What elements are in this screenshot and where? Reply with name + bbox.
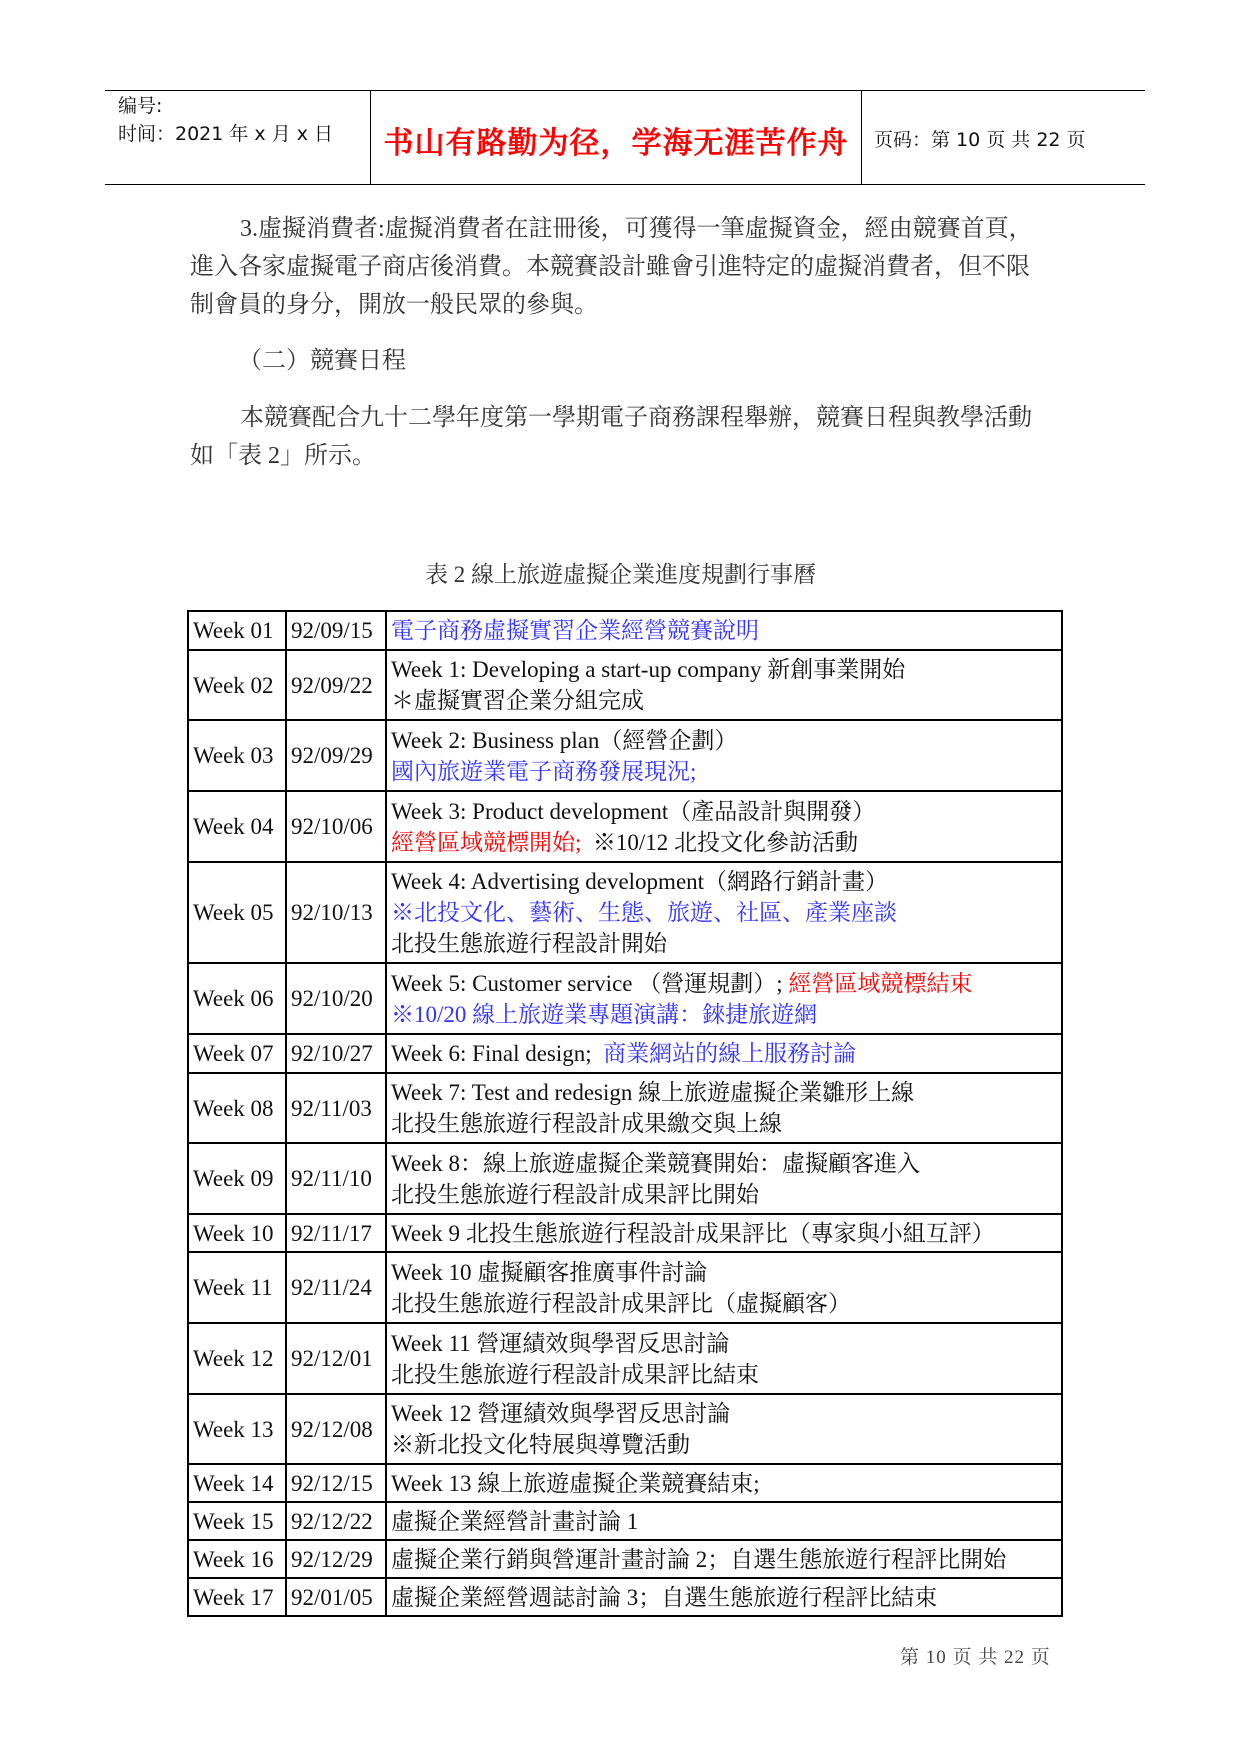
- date-cell: 92/11/24: [286, 1252, 386, 1323]
- table-row: [188, 611, 1062, 650]
- activity-text: Week 11 營運績效與學習反思討論: [391, 1330, 730, 1356]
- week-cell: Week 13: [188, 1394, 286, 1464]
- table-caption: 表 2 線上旅遊虛擬企業進度規劃行事曆: [425, 562, 816, 587]
- activity-cell: [386, 1252, 1062, 1323]
- activity-line: [391, 999, 1057, 1030]
- activity-line: [391, 1429, 1057, 1460]
- date-cell: 92/12/22: [286, 1502, 386, 1540]
- activity-text: 虛擬企業經營計畫討論 1: [391, 1508, 639, 1534]
- header-bottom-rule: [105, 184, 1145, 185]
- paragraph-line: 本競賽配合九十二學年度第一學期電子商務課程舉辦，競賽日程與教學活動: [240, 405, 1032, 431]
- date-cell: 92/10/27: [286, 1034, 386, 1073]
- date-cell: 92/11/17: [286, 1214, 386, 1252]
- week-cell: Week 16: [188, 1540, 286, 1578]
- date-cell: 92/12/15: [286, 1464, 386, 1502]
- activity-cell: [386, 1034, 1062, 1073]
- activity-line: [391, 1179, 1057, 1210]
- activity-text: Week 9 北投生態旅遊行程設計成果評比（專家與小組互評）: [391, 1220, 995, 1246]
- activity-text: ※10/12 北投文化參訪活動: [581, 829, 859, 855]
- activity-line: [391, 928, 1057, 959]
- activity-line: [391, 1328, 1057, 1359]
- date-cell: 92/01/05: [286, 1578, 386, 1616]
- paragraph-schedule-intro: [190, 399, 1070, 475]
- activity-text: 國內旅遊業電子商務發展現況;: [391, 758, 697, 784]
- activity-line: [391, 654, 1057, 685]
- paragraph-line: 進入各家虛擬電子商店後消費。本競賽設計雖會引進特定的虛擬消費者，但不限: [190, 254, 1030, 280]
- activity-text: 商業網站的線上服務討論: [591, 1041, 857, 1066]
- activity-cell: [386, 791, 1062, 862]
- activity-text: ※新北投文化特展與導覽活動: [391, 1432, 690, 1457]
- activity-cell: [386, 1073, 1062, 1143]
- table-row: [188, 650, 1062, 720]
- activity-line: [391, 1582, 1057, 1613]
- activity-text: Week 6: Final design;: [391, 1041, 592, 1066]
- week-cell: Week 07: [188, 1034, 286, 1073]
- activity-cell: [386, 1464, 1062, 1502]
- activity-line: [391, 1038, 1057, 1069]
- table-row: [188, 1323, 1062, 1394]
- footer-page-number: 第 10 页 共 22 页: [900, 1647, 1051, 1668]
- table-row: [188, 1578, 1062, 1616]
- activity-text: ※北投文化、藝術、生態、旅遊、社區、產業座談: [391, 900, 897, 925]
- activity-cell: [386, 1540, 1062, 1578]
- activity-line: [391, 685, 1057, 716]
- paragraph-line: 制會員的身分，開放一般民眾的參與。: [190, 292, 598, 318]
- table-row: [188, 1502, 1062, 1540]
- activity-text: Week 12 營運績效與學習反思討論: [391, 1401, 731, 1426]
- activity-cell: [386, 1394, 1062, 1464]
- date-cell: 92/12/29: [286, 1540, 386, 1578]
- activity-line: [391, 1398, 1057, 1429]
- activity-cell: [386, 1214, 1062, 1252]
- activity-line: [391, 1506, 1057, 1537]
- table-row: [188, 1214, 1062, 1252]
- activity-text: Week 5: Customer service （營運規劃）;: [391, 970, 783, 996]
- header-meta: [118, 92, 333, 148]
- date-cell: 92/11/10: [286, 1143, 386, 1214]
- date-cell: 92/10/13: [286, 862, 386, 963]
- activity-cell: [386, 611, 1062, 650]
- table-row: [188, 791, 1062, 862]
- header-divider-2: [861, 90, 862, 184]
- activity-cell: [386, 963, 1062, 1034]
- activity-line: [391, 1077, 1057, 1108]
- section-heading: （二）競賽日程: [238, 348, 406, 374]
- table-row: [188, 1394, 1062, 1464]
- activity-line: [391, 1148, 1057, 1179]
- activity-line: [391, 1108, 1057, 1139]
- paragraph-line: 如「表 2」所示。: [190, 443, 376, 469]
- activity-cell: [386, 1502, 1062, 1540]
- week-cell: Week 09: [188, 1143, 286, 1214]
- date-cell: 92/11/03: [286, 1073, 386, 1143]
- activity-text: 北投生態旅遊行程設計成果繳交與上線: [391, 1111, 782, 1136]
- activity-line: [391, 756, 1057, 787]
- header-divider-1: [370, 90, 371, 184]
- activity-line: [391, 725, 1057, 756]
- activity-text: 經營區域競標結束: [782, 970, 973, 996]
- activity-cell: [386, 1143, 1062, 1214]
- activity-text: Week 13 線上旅遊虛擬企業競賽結束;: [391, 1470, 760, 1496]
- week-cell: Week 12: [188, 1323, 286, 1394]
- paragraph-line: 3.虛擬消費者:虛擬消費者在註冊後，可獲得一筆虛擬資金，經由競賽首頁，: [240, 216, 1033, 242]
- activity-line: [391, 796, 1057, 827]
- table-row: [188, 862, 1062, 963]
- table-row: [188, 963, 1062, 1034]
- table-row: [188, 1034, 1062, 1073]
- week-cell: Week 02: [188, 650, 286, 720]
- activity-text: 虛擬企業行銷與營運計畫討論 2；自選生態旅遊行程評比開始: [391, 1546, 1007, 1572]
- date-cell: 92/09/15: [286, 611, 386, 650]
- week-cell: Week 08: [188, 1073, 286, 1143]
- activity-line: [391, 1468, 1057, 1499]
- activity-line: [391, 1218, 1057, 1249]
- activity-text: 經營區域競標開始;: [391, 829, 582, 855]
- week-cell: Week 01: [188, 611, 286, 650]
- activity-cell: [386, 1578, 1062, 1616]
- activity-line: [391, 827, 1057, 858]
- date-cell: 92/09/22: [286, 650, 386, 720]
- activity-line: [391, 615, 1057, 646]
- activity-text: ※10/20 線上旅遊業專題演講：錸捷旅遊網: [391, 1001, 818, 1027]
- activity-text: Week 10 虛擬顧客推廣事件討論: [391, 1259, 708, 1285]
- activity-text: Week 2: Business plan（經營企劃）: [391, 727, 738, 753]
- table-row: [188, 720, 1062, 791]
- date-cell: 92/12/08: [286, 1394, 386, 1464]
- week-cell: Week 05: [188, 862, 286, 963]
- header-page-number: 页码：第 10 页 共 22 页: [874, 129, 1086, 151]
- header-number: 编号:: [118, 95, 163, 117]
- header-top-rule: [105, 90, 1145, 91]
- activity-line: [391, 866, 1057, 897]
- activity-text: Week 7: Test and redesign 線上旅遊虛擬企業雛形上線: [391, 1080, 915, 1105]
- week-cell: Week 03: [188, 720, 286, 791]
- header-date: 时间：2021 年 x 月 x 日: [118, 123, 334, 145]
- activity-text: ＊虛擬實習企業分組完成: [391, 688, 644, 713]
- activity-text: 虛擬企業經營週誌討論 3；自選生態旅遊行程評比結束: [391, 1584, 938, 1610]
- week-cell: Week 15: [188, 1502, 286, 1540]
- activity-text: 北投生態旅遊行程設計成果評比（虛擬顧客）: [391, 1290, 851, 1316]
- table-row: [188, 1540, 1062, 1578]
- activity-text: Week 1: Developing a start-up company 新創事業開始: [391, 657, 906, 682]
- activity-text: 北投生態旅遊行程設計開始: [391, 931, 667, 956]
- table-row: [188, 1252, 1062, 1323]
- activity-line: [391, 1257, 1057, 1288]
- schedule-table: [187, 610, 1063, 1617]
- date-cell: 92/10/20: [286, 963, 386, 1034]
- activity-line: [391, 897, 1057, 928]
- activity-line: [391, 968, 1057, 999]
- date-cell: 92/10/06: [286, 791, 386, 862]
- activity-text: 北投生態旅遊行程設計成果評比結束: [391, 1361, 759, 1387]
- activity-text: Week 8：線上旅遊虛擬企業競賽開始：虛擬顧客進入: [391, 1150, 921, 1176]
- activity-text: 北投生態旅遊行程設計成果評比開始: [391, 1181, 759, 1207]
- table-row: [188, 1143, 1062, 1214]
- activity-line: [391, 1359, 1057, 1390]
- header-motto: 书山有路勤为径，学海无涯苦作舟: [383, 126, 849, 161]
- activity-text: Week 4: Advertising development（網路行銷計畫）: [391, 869, 889, 894]
- week-cell: Week 14: [188, 1464, 286, 1502]
- table-row: [188, 1464, 1062, 1502]
- activity-cell: [386, 720, 1062, 791]
- week-cell: Week 17: [188, 1578, 286, 1616]
- activity-text: Week 3: Product development（產品設計與開發）: [391, 798, 876, 824]
- week-cell: Week 10: [188, 1214, 286, 1252]
- date-cell: 92/09/29: [286, 720, 386, 791]
- activity-cell: [386, 1323, 1062, 1394]
- paragraph-virtual-consumer: [190, 210, 1070, 324]
- week-cell: Week 11: [188, 1252, 286, 1323]
- table-row: [188, 1073, 1062, 1143]
- activity-text: 電子商務虛擬實習企業經營競賽說明: [391, 618, 759, 643]
- activity-cell: [386, 862, 1062, 963]
- activity-line: [391, 1544, 1057, 1575]
- activity-cell: [386, 650, 1062, 720]
- activity-line: [391, 1288, 1057, 1319]
- date-cell: 92/12/01: [286, 1323, 386, 1394]
- week-cell: Week 04: [188, 791, 286, 862]
- week-cell: Week 06: [188, 963, 286, 1034]
